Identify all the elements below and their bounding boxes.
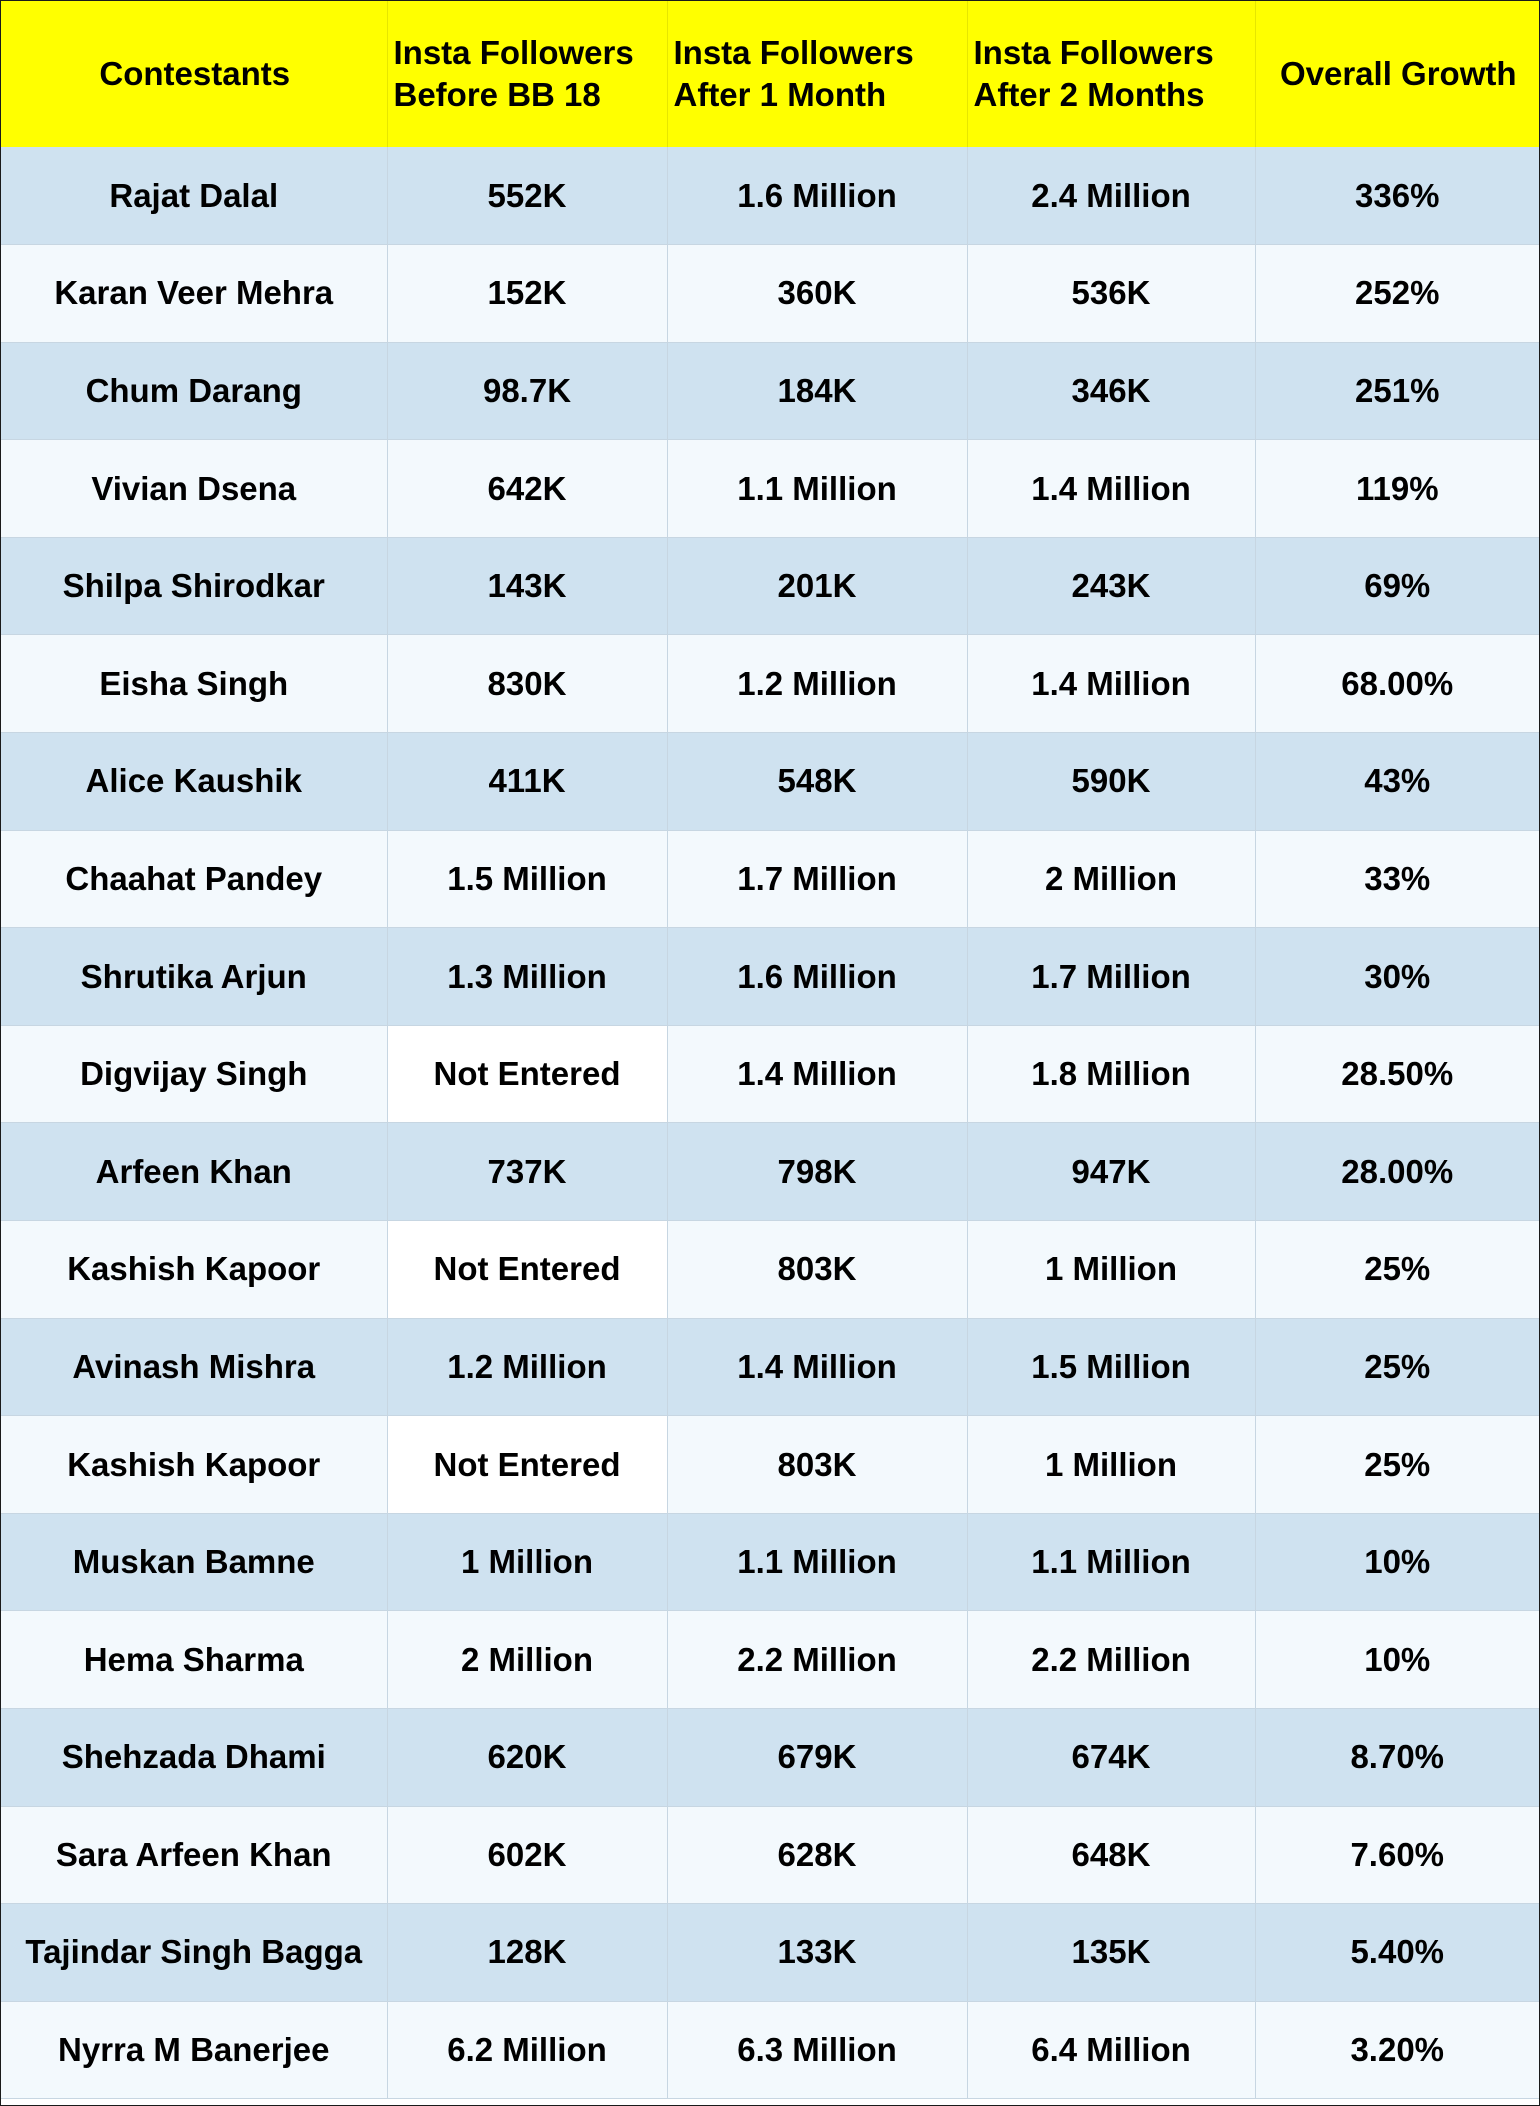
contestant-cell: Karan Veer Mehra: [1, 245, 387, 343]
followers-month2-cell: 648K: [967, 1806, 1255, 1904]
header-contestants: [1, 1, 387, 147]
followers-month2-cell: 1.5 Million: [967, 1318, 1255, 1416]
followers-month1-cell: 1.7 Million: [667, 830, 967, 928]
header-line: Insta Followers: [973, 34, 1214, 71]
followers-month2-cell: 1 Million: [967, 1416, 1255, 1514]
table-row: [1, 1025, 1539, 1123]
followers-before-cell: 152K: [387, 245, 667, 343]
growth-cell: 10%: [1255, 1611, 1539, 1709]
table-row: [1, 1416, 1539, 1514]
followers-month1-cell: 679K: [667, 1709, 967, 1807]
table-row: [1, 1123, 1539, 1221]
table-row: [1, 2001, 1539, 2099]
followers-before-cell: 143K: [387, 537, 667, 635]
growth-cell: 336%: [1255, 147, 1539, 245]
growth-cell: 8.70%: [1255, 1709, 1539, 1807]
followers-month2-cell: 243K: [967, 537, 1255, 635]
table-row: [1, 1904, 1539, 2002]
followers-month1-cell: 1.6 Million: [667, 928, 967, 1026]
followers-before-cell: Not Entered: [387, 1025, 667, 1123]
table-body: [1, 147, 1539, 2099]
followers-month1-cell: 133K: [667, 1904, 967, 2002]
header-line: Insta Followers: [673, 34, 914, 71]
followers-month2-cell: 674K: [967, 1709, 1255, 1807]
header-line: After 2 Months: [973, 76, 1205, 113]
contestant-cell: Shrutika Arjun: [1, 928, 387, 1026]
contestant-cell: Kashish Kapoor: [1, 1221, 387, 1319]
followers-before-cell: 411K: [387, 733, 667, 831]
followers-growth-table: [1, 1, 1539, 2099]
contestant-cell: Chaahat Pandey: [1, 830, 387, 928]
growth-cell: 10%: [1255, 1513, 1539, 1611]
followers-before-cell: 128K: [387, 1904, 667, 2002]
growth-cell: 28.00%: [1255, 1123, 1539, 1221]
followers-before-cell: 737K: [387, 1123, 667, 1221]
followers-month1-cell: 184K: [667, 342, 967, 440]
followers-before-cell: 1 Million: [387, 1513, 667, 1611]
contestant-cell: Arfeen Khan: [1, 1123, 387, 1221]
table-row: [1, 342, 1539, 440]
followers-before-cell: 620K: [387, 1709, 667, 1807]
followers-month1-cell: 1.1 Million: [667, 1513, 967, 1611]
followers-before-cell: 98.7K: [387, 342, 667, 440]
followers-month2-cell: 1.4 Million: [967, 635, 1255, 733]
growth-cell: 43%: [1255, 733, 1539, 831]
followers-before-cell: Not Entered: [387, 1416, 667, 1514]
contestant-cell: Shilpa Shirodkar: [1, 537, 387, 635]
table-row: [1, 537, 1539, 635]
followers-month2-cell: 1.4 Million: [967, 440, 1255, 538]
followers-before-cell: 830K: [387, 635, 667, 733]
followers-month1-cell: 1.4 Million: [667, 1318, 967, 1416]
contestant-cell: Shehzada Dhami: [1, 1709, 387, 1807]
followers-month2-cell: 1 Million: [967, 1221, 1255, 1319]
followers-month1-cell: 803K: [667, 1416, 967, 1514]
followers-month2-cell: 1.8 Million: [967, 1025, 1255, 1123]
followers-month1-cell: 1.4 Million: [667, 1025, 967, 1123]
header-overall-growth: [1255, 1, 1539, 147]
growth-cell: 69%: [1255, 537, 1539, 635]
contestant-cell: Digvijay Singh: [1, 1025, 387, 1123]
header-after-1-month: [667, 1, 967, 147]
growth-cell: 28.50%: [1255, 1025, 1539, 1123]
followers-before-cell: 6.2 Million: [387, 2001, 667, 2099]
followers-month2-cell: 1.7 Million: [967, 928, 1255, 1026]
followers-month1-cell: 6.3 Million: [667, 2001, 967, 2099]
header-before-bb18: [387, 1, 667, 147]
table-row: [1, 1806, 1539, 1904]
contestant-cell: Kashish Kapoor: [1, 1416, 387, 1514]
table-row: [1, 928, 1539, 1026]
growth-cell: 3.20%: [1255, 2001, 1539, 2099]
followers-month2-cell: 2 Million: [967, 830, 1255, 928]
table-row: [1, 1611, 1539, 1709]
followers-before-cell: 1.5 Million: [387, 830, 667, 928]
followers-month2-cell: 6.4 Million: [967, 2001, 1255, 2099]
followers-month1-cell: 628K: [667, 1806, 967, 1904]
header-line: After 1 Month: [673, 76, 887, 113]
table-row: [1, 1513, 1539, 1611]
contestant-cell: Sara Arfeen Khan: [1, 1806, 387, 1904]
followers-month1-cell: 1.6 Million: [667, 147, 967, 245]
followers-before-cell: 2 Million: [387, 1611, 667, 1709]
followers-month2-cell: 2.2 Million: [967, 1611, 1255, 1709]
followers-month1-cell: 201K: [667, 537, 967, 635]
followers-month1-cell: 2.2 Million: [667, 1611, 967, 1709]
followers-month1-cell: 1.2 Million: [667, 635, 967, 733]
table-row: [1, 440, 1539, 538]
contestant-cell: Chum Darang: [1, 342, 387, 440]
header-row: [1, 1, 1539, 147]
contestant-cell: Tajindar Singh Bagga: [1, 1904, 387, 2002]
followers-before-cell: Not Entered: [387, 1221, 667, 1319]
header-after-2-months: [967, 1, 1255, 147]
growth-cell: 30%: [1255, 928, 1539, 1026]
contestant-cell: Hema Sharma: [1, 1611, 387, 1709]
followers-month1-cell: 803K: [667, 1221, 967, 1319]
followers-month2-cell: 346K: [967, 342, 1255, 440]
contestant-cell: Nyrra M Banerjee: [1, 2001, 387, 2099]
header-line: Insta Followers: [393, 34, 634, 71]
table-row: [1, 1709, 1539, 1807]
header-line: Before BB 18: [393, 76, 601, 113]
contestant-cell: Eisha Singh: [1, 635, 387, 733]
growth-cell: 251%: [1255, 342, 1539, 440]
followers-before-cell: 552K: [387, 147, 667, 245]
contestant-cell: Vivian Dsena: [1, 440, 387, 538]
followers-month2-cell: 536K: [967, 245, 1255, 343]
table-row: [1, 147, 1539, 245]
followers-before-cell: 642K: [387, 440, 667, 538]
followers-month2-cell: 135K: [967, 1904, 1255, 2002]
table-row: [1, 1221, 1539, 1319]
followers-month1-cell: 548K: [667, 733, 967, 831]
followers-month1-cell: 1.1 Million: [667, 440, 967, 538]
followers-month2-cell: 947K: [967, 1123, 1255, 1221]
growth-cell: 5.40%: [1255, 1904, 1539, 2002]
header-line: Contestants: [99, 55, 291, 92]
contestant-cell: Muskan Bamne: [1, 1513, 387, 1611]
growth-cell: 25%: [1255, 1318, 1539, 1416]
table-row: [1, 1318, 1539, 1416]
growth-cell: 25%: [1255, 1221, 1539, 1319]
growth-cell: 119%: [1255, 440, 1539, 538]
growth-cell: 68.00%: [1255, 635, 1539, 733]
header-line: Overall Growth: [1279, 55, 1517, 92]
contestant-cell: Rajat Dalal: [1, 147, 387, 245]
table-row: [1, 830, 1539, 928]
growth-cell: 252%: [1255, 245, 1539, 343]
contestant-cell: Avinash Mishra: [1, 1318, 387, 1416]
followers-month2-cell: 2.4 Million: [967, 147, 1255, 245]
followers-month1-cell: 798K: [667, 1123, 967, 1221]
table-row: [1, 245, 1539, 343]
contestant-cell: Alice Kaushik: [1, 733, 387, 831]
followers-before-cell: 1.3 Million: [387, 928, 667, 1026]
followers-month1-cell: 360K: [667, 245, 967, 343]
growth-cell: 33%: [1255, 830, 1539, 928]
followers-before-cell: 602K: [387, 1806, 667, 1904]
growth-cell: 7.60%: [1255, 1806, 1539, 1904]
followers-month2-cell: 1.1 Million: [967, 1513, 1255, 1611]
table-row: [1, 733, 1539, 831]
table-row: [1, 635, 1539, 733]
growth-cell: 25%: [1255, 1416, 1539, 1514]
followers-before-cell: 1.2 Million: [387, 1318, 667, 1416]
followers-month2-cell: 590K: [967, 733, 1255, 831]
